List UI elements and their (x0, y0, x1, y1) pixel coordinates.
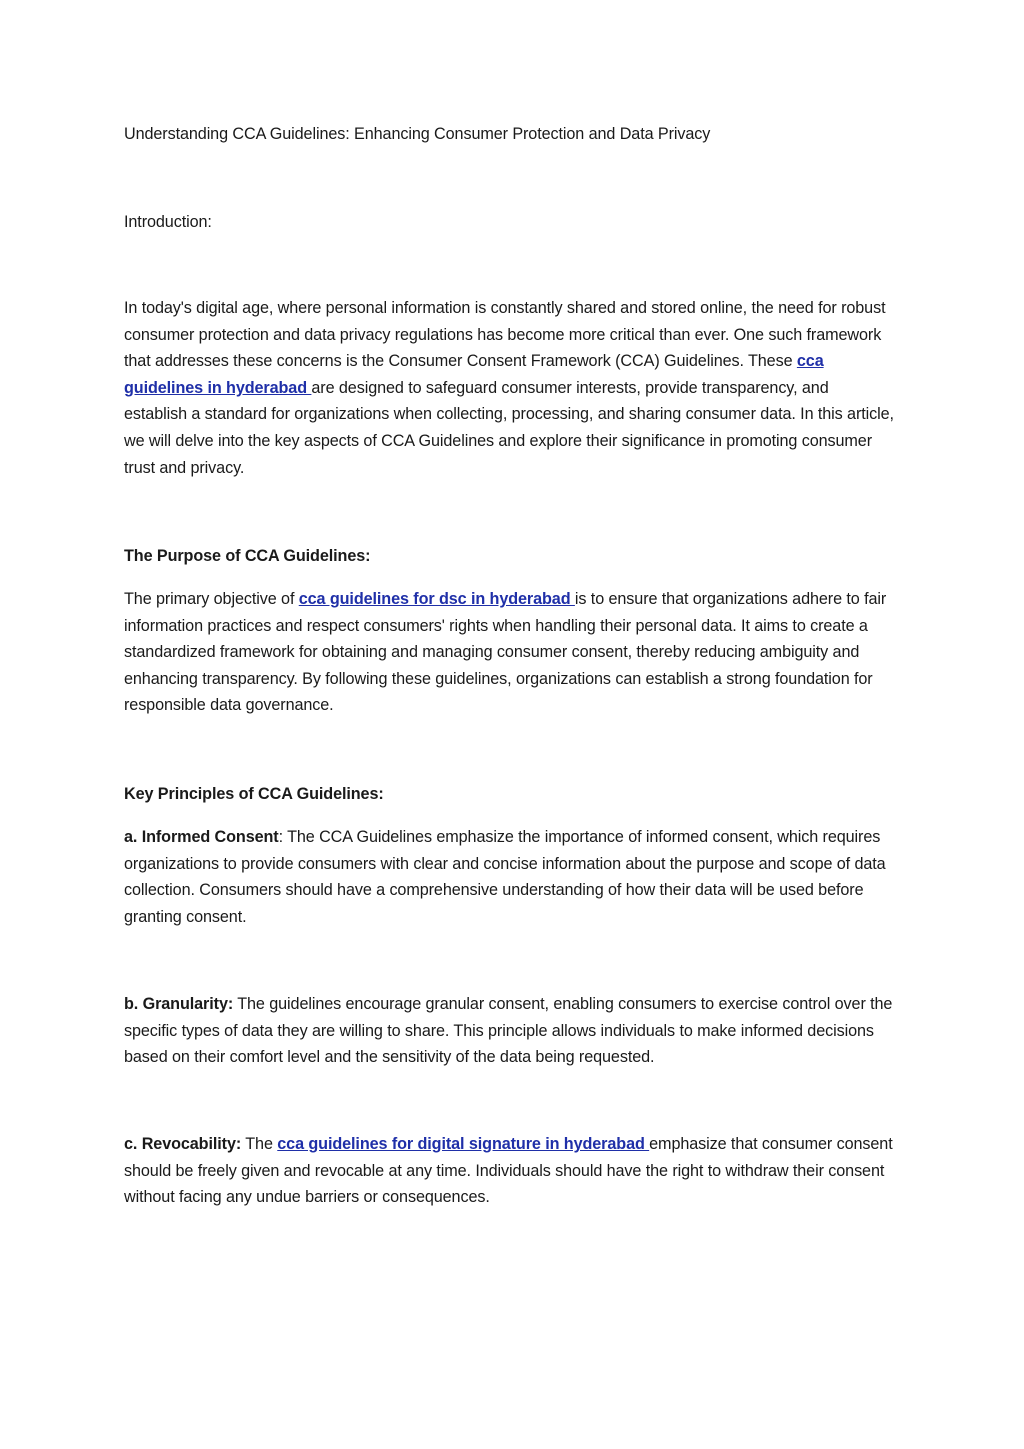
intro-paragraph (124, 295, 894, 481)
intro-label: Introduction: (124, 213, 212, 231)
purpose-text-before-link: The primary objective of (124, 590, 299, 608)
purpose-text-after-link: is to ensure that organizations adhere to fair information practices and respect consumers' rights when handling their personal data. It aims to create a standardized framework for obtaining and managing consumer consent, thereby reducing ambiguity and enhancing transparency. By following these guidelines, organizations can establish a strong foundation for responsible data governance. (124, 590, 887, 715)
principle-c-label: c. Revocability: (124, 1135, 242, 1153)
principle-b-paragraph (124, 991, 894, 1071)
principle-a-label: a. Informed Consent (124, 828, 279, 846)
principle-c-text-after-link: emphasize that consumer consent should be freely given and revocable at any time. Individuals should have the right to withdraw their consent without facing any undue barriers or consequences. (124, 1135, 893, 1207)
purpose-heading: The Purpose of CCA Guidelines: (124, 547, 371, 565)
link-cca-guidelines-for-digital-signature[interactable]: cca guidelines for digital signature in hyderabad (277, 1135, 650, 1153)
intro-text-before-link: In today's digital age, where personal information is constantly shared and stored online, the need for robust consumer protection and data privacy regulations has become more critical than ever. One such framework that addresses these concerns is the Consumer Consent Framework (CCA) Guidelines. These (124, 299, 886, 371)
principle-b-label: b. Granularity: (124, 995, 234, 1013)
principle-c-text-before-link: The (241, 1135, 278, 1153)
principle-a-text: : The CCA Guidelines emphasize the importance of informed consent, which requires organizations to provide consumers with clear and concise information about the purpose and scope of data collection. Consumers should have a comprehensive understanding of how their data will be used before granting consent. (124, 828, 886, 926)
principle-c-paragraph (124, 1131, 894, 1211)
principle-a-paragraph (124, 824, 894, 930)
principles-heading: Key Principles of CCA Guidelines: (124, 785, 384, 803)
principle-b-text: The guidelines encourage granular consent, enabling consumers to exercise control over the specific types of data they are willing to share. This principle allows individuals to make informed decisions based on their comfort level and the sensitivity of the data being requested. (124, 995, 893, 1067)
link-cca-guidelines-for-dsc[interactable]: cca guidelines for dsc in hyderabad (298, 590, 575, 608)
document-title: Understanding CCA Guidelines: Enhancing Consumer Protection and Data Privacy (124, 125, 711, 143)
link-cca-guidelines-in-hyderabad[interactable]: cca guidelines in hyderabad (124, 352, 824, 397)
purpose-paragraph (124, 586, 894, 719)
intro-text-after-link: are designed to safeguard consumer interests, provide transparency, and establish a standard for organizations when collecting, processing, and sharing consumer data. In this article, we will delve into the key aspects of CCA Guidelines and explore their significance in promoting consumer trust and privacy. (124, 378, 894, 477)
